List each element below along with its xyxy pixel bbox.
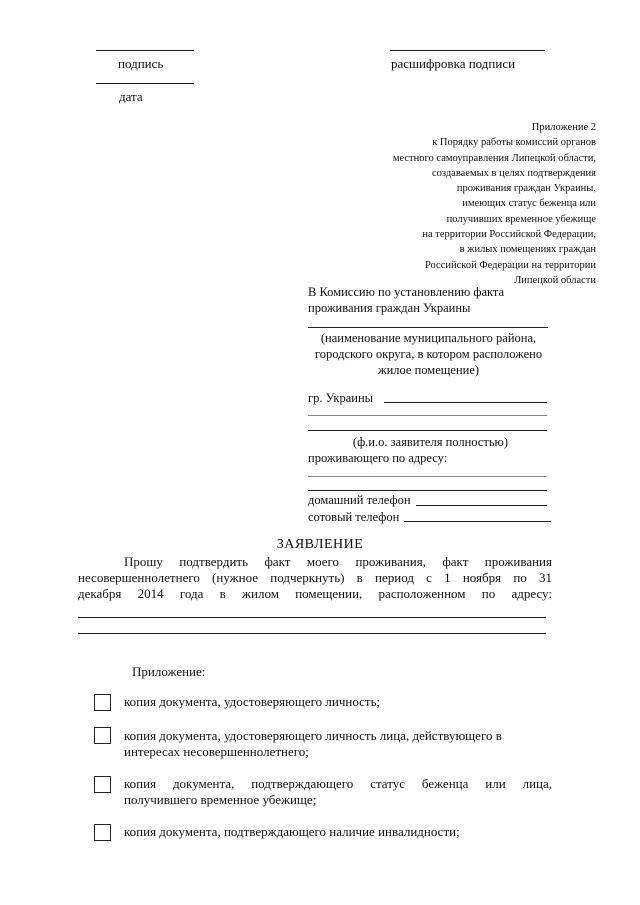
appendix-header-line: имеющих статус беженца или: [462, 198, 596, 210]
appendix-header-line: Приложение 2: [531, 122, 596, 133]
statement-address-field-1[interactable]: [78, 617, 546, 618]
attachment-text-representative: [124, 728, 552, 760]
attachment-checkbox-identity[interactable]: [94, 694, 111, 711]
appendix-header: [336, 120, 596, 288]
municipality-hint-line: (наименование муниципального района,: [320, 331, 537, 345]
appendix-header-line: создаваемых в целях подтверждения: [431, 167, 596, 179]
appendix-header-line: Российской Федерации на территории: [424, 259, 596, 271]
attachment-checkbox-disability[interactable]: [94, 824, 111, 841]
attachment-text-refugee-status: [124, 776, 552, 808]
attachment-line: копия документа, удостоверяющего личность лица, действующего в: [124, 728, 502, 743]
attachment-text-disability: [124, 824, 552, 840]
appendix-header-line: получивших временное убежище: [446, 213, 596, 225]
citizen-name-field[interactable]: [384, 402, 547, 403]
statement-line-3: декабря 2014 года в жилом помещении, расположенном по адресу:: [78, 586, 552, 601]
attachment-line: копия документа, подтверждающего наличие инвалидности;: [124, 824, 460, 839]
date-line[interactable]: [96, 83, 194, 84]
attachments-label: Приложение:: [132, 664, 206, 679]
attachment-line: копия документа, удостоверяющего личность;: [124, 694, 381, 709]
statement-body: [78, 554, 552, 602]
attachment-text-identity: [124, 694, 552, 710]
attachment-checkbox-representative[interactable]: [94, 727, 111, 744]
addressee-line-1: В Комиссию по установлению факта: [308, 285, 505, 299]
attachment-line: получившего временное убежище;: [124, 792, 317, 807]
address-label: проживающего по адресу:: [308, 451, 448, 465]
date-label: дата: [119, 89, 143, 104]
appendix-header-line: в жилых помещениях граждан: [459, 244, 596, 256]
statement-line-2: несовершеннолетнего (нужное подчеркнуть) в период с 1 ноября по 31: [78, 570, 552, 585]
appendix-header-line: местного самоуправления Липецкой области,: [392, 152, 596, 164]
attachment-line: интересах несовершеннолетнего;: [124, 744, 309, 759]
addressee-line-2: проживания граждан Украины: [308, 301, 471, 315]
appendix-header-line: на территории Российской Федерации,: [422, 229, 596, 241]
signature-line[interactable]: [96, 50, 194, 51]
address-field-2[interactable]: [308, 490, 547, 491]
citizen-label: гр. Украины: [308, 391, 374, 405]
appendix-header-line: Липецкой области: [514, 274, 596, 286]
appendix-header-line: к Порядку работы комиссий органов: [432, 137, 596, 149]
municipality-hint: [306, 330, 551, 378]
statement-title: ЗАЯВЛЕНИЕ: [276, 537, 364, 552]
citizen-name-field-3[interactable]: [308, 430, 547, 431]
attachment-line: копия документа, подтверждающего статус беженца или лица,: [124, 776, 552, 791]
signature-transcript-line[interactable]: [390, 50, 545, 51]
statement-address-field-2[interactable]: [78, 633, 546, 634]
appendix-header-line: проживания граждан Украины,: [456, 183, 596, 195]
address-field-1[interactable]: [308, 476, 547, 477]
home-phone-field[interactable]: [416, 505, 547, 506]
fio-hint: (ф.и.о. заявителя полностью): [352, 435, 509, 449]
mobile-phone-field[interactable]: [404, 521, 551, 522]
signature-transcript-label: расшифровка подписи: [391, 56, 516, 71]
citizen-name-field-2[interactable]: [308, 415, 547, 416]
municipality-field[interactable]: [308, 327, 548, 328]
statement-line-1: Прошу подтвердить факт моего проживания, факт проживания: [124, 554, 552, 569]
attachment-checkbox-refugee-status[interactable]: [94, 776, 111, 793]
home-phone-label: домашний телефон: [308, 493, 411, 507]
municipality-hint-line: жилое помещение): [377, 363, 480, 377]
municipality-hint-line: городского округа, в котором расположено: [314, 347, 543, 361]
signature-label: подпись: [118, 56, 164, 71]
mobile-phone-label: сотовый телефон: [308, 510, 400, 524]
